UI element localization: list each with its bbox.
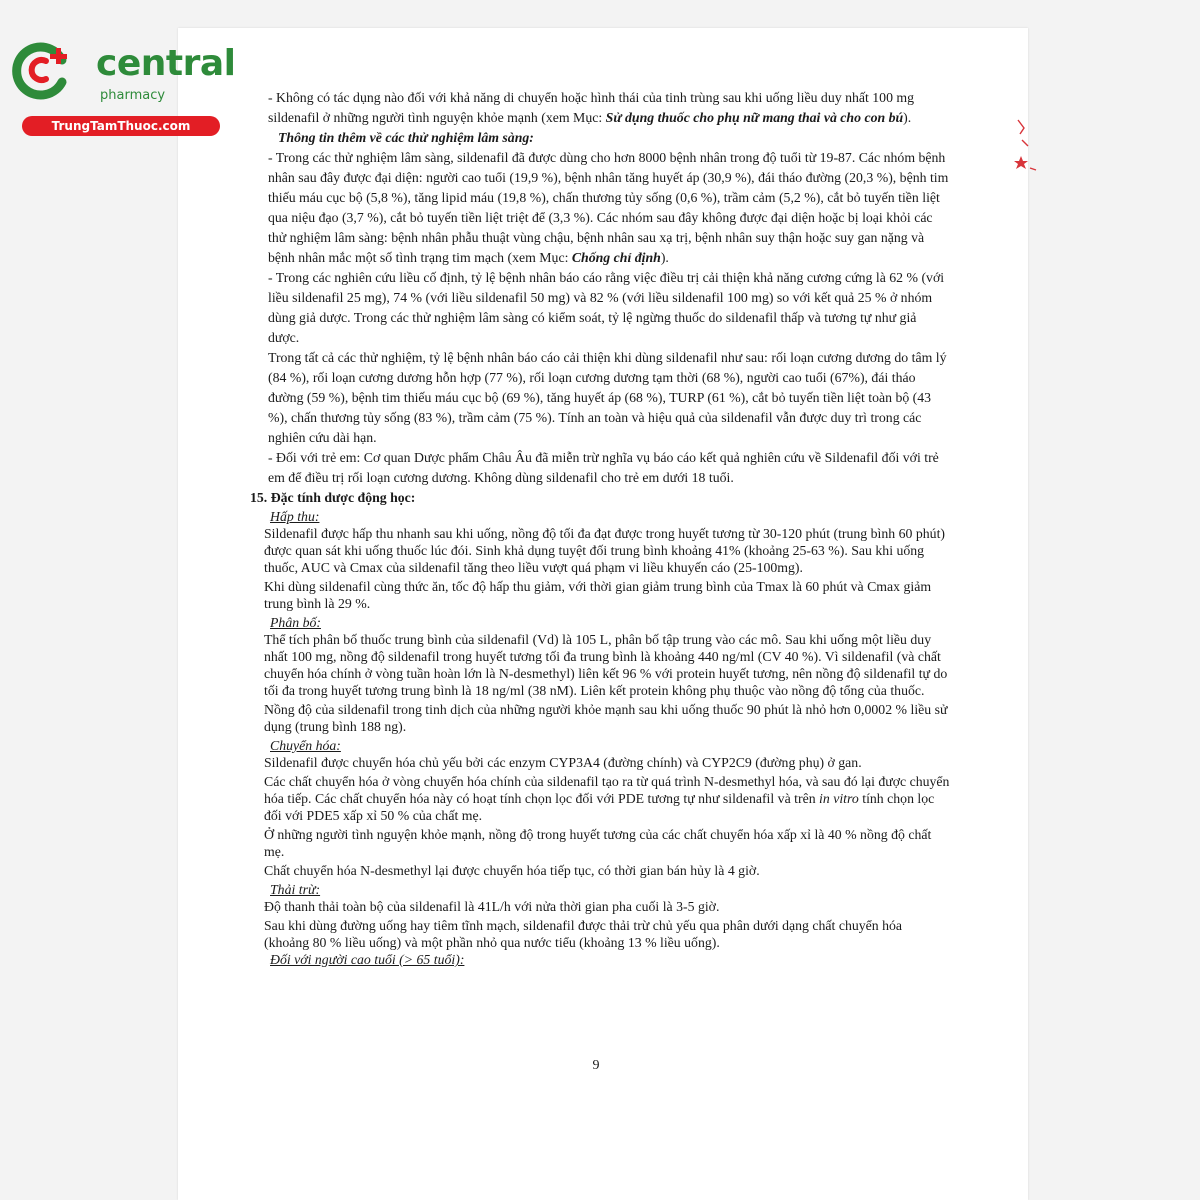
elderly-heading: Đối với người cao tuổi (> 65 tuổi): xyxy=(270,952,465,967)
paragraph-fixed-dose: - Trong các nghiên cứu liều cố định, tỷ lệ bệnh nhân báo cáo rằng việc điều trị cải thiện khả năng cương cứng là 62 % (với liều sildenafil 25 mg), 74 % (với liều sildenafil 50 mg) và 82 % (với liều sildenafil 100 mg) so với kết quả 25 % ở nhóm dùng giả dược. Trong các thử nghiệm lâm sàng có kiểm soát, tỷ lệ ngừng thuốc do sildenafil thấp và tương tự như giả dược. xyxy=(268,270,945,345)
stamp-fragment-icon xyxy=(1012,110,1042,180)
absorption-text-2: Khi dùng sildenafil cùng thức ăn, tốc độ hấp thu giảm, với thời gian giảm trung bình của Tmax là 60 phút và Cmax giảm trung bình là 29 %. xyxy=(264,579,932,611)
absorption-text-1: Sildenafil được hấp thu nhanh sau khi uống, nồng độ tối đa đạt được trong huyết tương từ 30-120 phút (trung bình 60 phút) được quan sát khi uống thuốc lúc đói. Sinh khả dụng tuyệt đối trung bình khoảng 41% (khoảng 25-63 %). Sau khi uống thuốc, AUC và Cmax của sildenafil tăng theo liều vượt quá phạm vi liều khuyến cáo (25-100mg). xyxy=(264,526,946,575)
section-15-heading: 15. Đặc tính dược động học: xyxy=(250,490,416,505)
elimination-text-2: Sau khi dùng đường uống hay tiêm tĩnh mạch, sildenafil được thải trừ chủ yếu qua phân dưới dạng chất chuyển hóa (khoảng 80 % liều uống) và một phần nhỏ qua nước tiểu (khoảng 13 % liều uống). xyxy=(264,918,903,950)
paragraph-children: - Đối với trẻ em: Cơ quan Dược phẩm Châu Âu đã miễn trừ nghĩa vụ báo cáo kết quả nghiên cứu về Sildenafil đối với trẻ em để điều trị rối loạn cương dương. Không dùng sildenafil cho trẻ em dưới 18 tuổi. xyxy=(268,450,939,485)
pharmacokinetics-section xyxy=(250,508,950,968)
metabolism-text-4: Chất chuyển hóa N-desmethyl lại được chuyển hóa tiếp tục, có thời gian bán hủy là 4 giờ. xyxy=(264,863,760,878)
logo-name: central xyxy=(96,43,236,84)
distribution-heading: Phân bố: xyxy=(270,615,321,630)
central-pharmacy-logo xyxy=(10,38,236,138)
elimination-text-1: Độ thanh thải toàn bộ của sildenafil là 41L/h với nửa thời gian pha cuối là 3-5 giờ. xyxy=(264,899,720,914)
logo-subname: pharmacy xyxy=(100,88,166,103)
paragraph-sperm-effect: - Không có tác dụng nào đối với khả năng di chuyển hoặc hình thái của tinh trùng sau khi uống liều duy nhất 100 mg sildenafil ở những người tình nguyện khỏe mạnh (xem Mục: Sử dụng thuốc cho phụ nữ mang thai và cho con bú). xyxy=(268,90,915,125)
clinical-trials-title: Thông tin thêm về các thử nghiệm lâm sàng: xyxy=(278,130,534,145)
metabolism-text-1: Sildenafil được chuyển hóa chủ yếu bởi các enzym CYP3A4 (đường chính) và CYP2C9 (đường phụ) ở gan. xyxy=(264,755,862,770)
metabolism-text-3: Ở những người tình nguyện khỏe mạnh, nồng độ trong huyết tương của các chất chuyển hóa xấp xỉ là 40 % nồng độ chất mẹ. xyxy=(264,827,932,859)
page-number: 9 xyxy=(592,1058,600,1073)
paragraph-trial-population: - Trong các thử nghiệm lâm sàng, sildenafil đã được dùng cho hơn 8000 bệnh nhân trong độ tuổi từ 19-87. Các nhóm bệnh nhân sau đây được đại diện: người cao tuổi (19,9 %), bệnh nhân tăng huyết áp (30,9 %), đái tháo đường (20,3 %), bệnh tim thiếu máu cục bộ (5,8 %), tăng lipid máu (19,8 %), chấn thương tủy sống (0,6 %), trầm cảm (5,2 %), cắt bỏ tuyến tiền liệt qua niệu đạo (3,7 %), cắt bỏ tuyến tiền liệt triệt để (3,3 %). Các nhóm sau đây không được đại diện hoặc bị loại khỏi các thử nghiệm lâm sàng: bệnh nhân phẫu thuật vùng chậu, bệnh nhân sau xạ trị, bệnh nhân suy thận hoặc suy gan nặng và bệnh nhân mắc một số tình trạng tim mạch (xem Mục: Chống chỉ định). xyxy=(268,150,949,265)
metabolism-heading: Chuyển hóa: xyxy=(270,738,341,753)
document-body xyxy=(250,88,950,968)
logo-website: TrungTamThuoc.com xyxy=(22,116,220,136)
distribution-text-1: Thể tích phân bố thuốc trung bình của sildenafil (Vd) là 105 L, phân bố tập trung vào các mô. Sau khi uống một liều duy nhất 100 mg, nồng độ sildenafil trong huyết tương tối đa trung bình là khoảng 440 ng/ml (CV 40 %). Vì sildenafil (và chất chuyển hóa chính ở vòng tuần hoàn lớn là N-desmethyl) liên kết 96 % với protein huyết tương, nên nồng độ sildenafil tự do tối đa trong huyết tương trung bình là 18 ng/ml (38 nM). Liên kết protein không phụ thuộc vào nồng độ tổng của thuốc. xyxy=(264,632,948,698)
paragraph-improvement-rates: Trong tất cả các thử nghiệm, tỷ lệ bệnh nhân báo cáo cải thiện khi dùng sildenafil như sau: rối loạn cương dương do tâm lý (84 %), rối loạn cương dương hỗn hợp (77 %), rối loạn cương dương tạm thời (68 %), người cao tuổi (67%), đái tháo đường (59 %), bệnh tim thiếu máu cục bộ (69 %), tăng huyết áp (68 %), TURP (61 %), cắt bỏ tuyến tiền liệt toàn bộ (43 %), chấn thương tủy sống (83 %), trầm cảm (75 %). Tính an toàn và hiệu quả của sildenafil vẫn được duy trì trong các nghiên cứu dài hạn. xyxy=(268,350,947,445)
pharmacy-logo-icon xyxy=(10,38,74,102)
metabolism-text-2: Các chất chuyển hóa ở vòng chuyển hóa chính của sildenafil tạo ra từ quá trình N-desmethyl hóa, và sau đó lại được chuyển hóa tiếp. Các chất chuyển hóa này có hoạt tính chọn lọc đối với PDE tương tự như sildenafil và trên in vitro tính chọn lọc đối với PDE5 xấp xỉ 50 % của chất mẹ. xyxy=(264,774,950,823)
distribution-text-2: Nồng độ của sildenafil trong tinh dịch của những người khỏe mạnh sau khi uống thuốc 90 phút là nhỏ hơn 0,0002 % liều sử dụng (trung bình 188 ng). xyxy=(264,702,948,734)
absorption-heading: Hấp thu: xyxy=(270,509,320,524)
elimination-heading: Thải trừ: xyxy=(270,882,321,897)
